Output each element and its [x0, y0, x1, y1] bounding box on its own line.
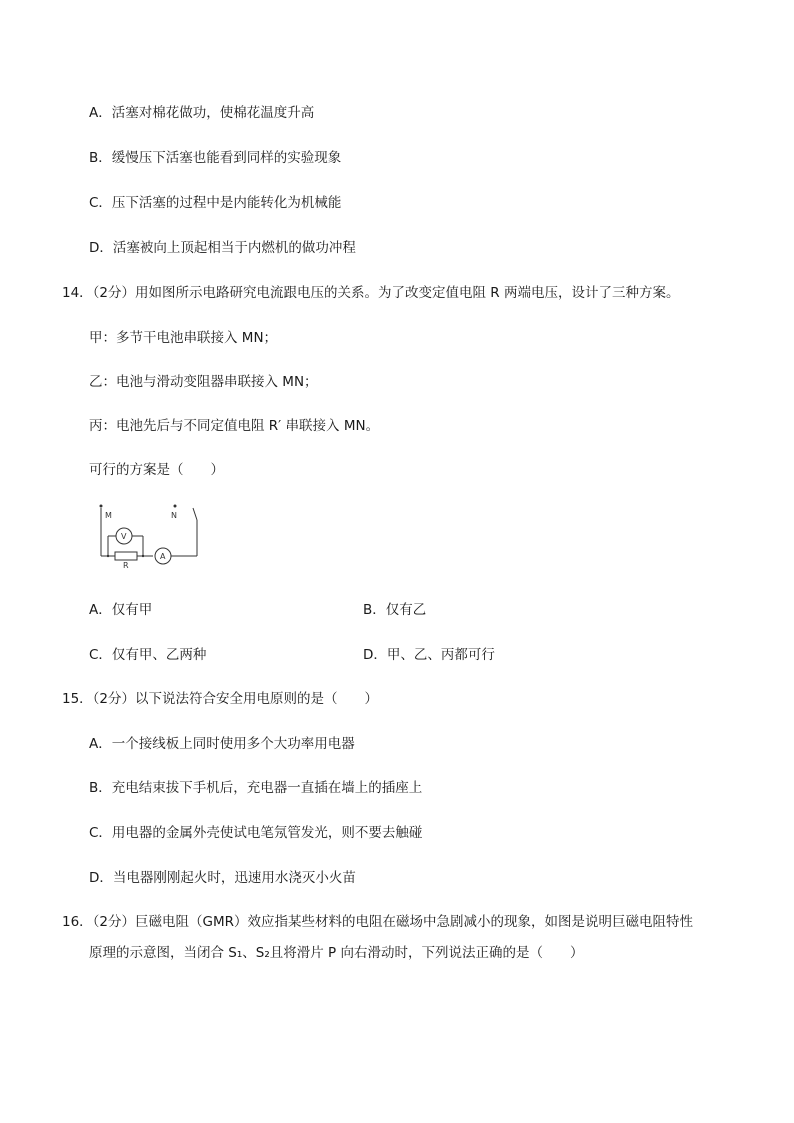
q13-option-b: B．缓慢压下活塞也能看到同样的实验现象 — [89, 150, 342, 166]
q15-option-c: C．用电器的金属外壳使试电笔氖管发光，则不要去触碰 — [89, 825, 423, 841]
label-m: M — [105, 511, 112, 520]
q14-plan-bing: 丙：电池先后与不同定值电阻 R′ 串联接入 MN。 — [89, 418, 380, 434]
q15-stem: 15．（2分）以下说法符合安全用电原则的是（ ） — [62, 691, 379, 707]
q14-plan-yi: 乙：电池与滑动变阻器串联接入 MN； — [89, 374, 318, 390]
q14-option-b: B．仅有乙 — [363, 602, 427, 618]
q15-option-d: D．当电器刚刚起火时，迅速用水浇灭小火苗 — [89, 870, 356, 886]
q13-option-d: D．活塞被向上顶起相当于内燃机的做功冲程 — [89, 240, 356, 256]
q15-option-a: A．一个接线板上同时使用多个大功率用电器 — [89, 736, 355, 752]
label-n: N — [171, 511, 177, 520]
circuit-diagram — [93, 502, 203, 572]
label-a: A — [160, 552, 166, 561]
label-v: V — [121, 532, 127, 541]
q14-plan-jia: 甲：多节干电池串联接入 MN； — [89, 330, 278, 346]
q14-option-c: C．仅有甲、乙两种 — [89, 647, 207, 663]
q14-ask: 可行的方案是（ ） — [89, 462, 224, 478]
q14-stem: 14．（2分）用如图所示电路研究电流跟电压的关系。为了改变定值电阻 R 两端电压，设计了三种方案。 — [62, 285, 680, 301]
q16-stem-line2: 原理的示意图，当闭合 S₁、S₂且将滑片 P 向右滑动时，下列说法正确的是（ ） — [89, 945, 584, 961]
q14-option-a: A．仅有甲 — [89, 602, 153, 618]
q16-stem-line1: 16．（2分）巨磁电阻（GMR）效应指某些材料的电阻在磁场中急剧减小的现象，如图是说明巨磁电阻特性 — [62, 914, 694, 930]
q13-option-a: A．活塞对棉花做功，使棉花温度升高 — [89, 105, 315, 121]
q14-option-d: D．甲、乙、丙都可行 — [363, 647, 495, 663]
q15-option-b: B．充电结束拔下手机后，充电器一直插在墙上的插座上 — [89, 780, 423, 796]
q13-option-c: C．压下活塞的过程中是内能转化为机械能 — [89, 195, 342, 211]
label-r: R — [123, 561, 129, 570]
